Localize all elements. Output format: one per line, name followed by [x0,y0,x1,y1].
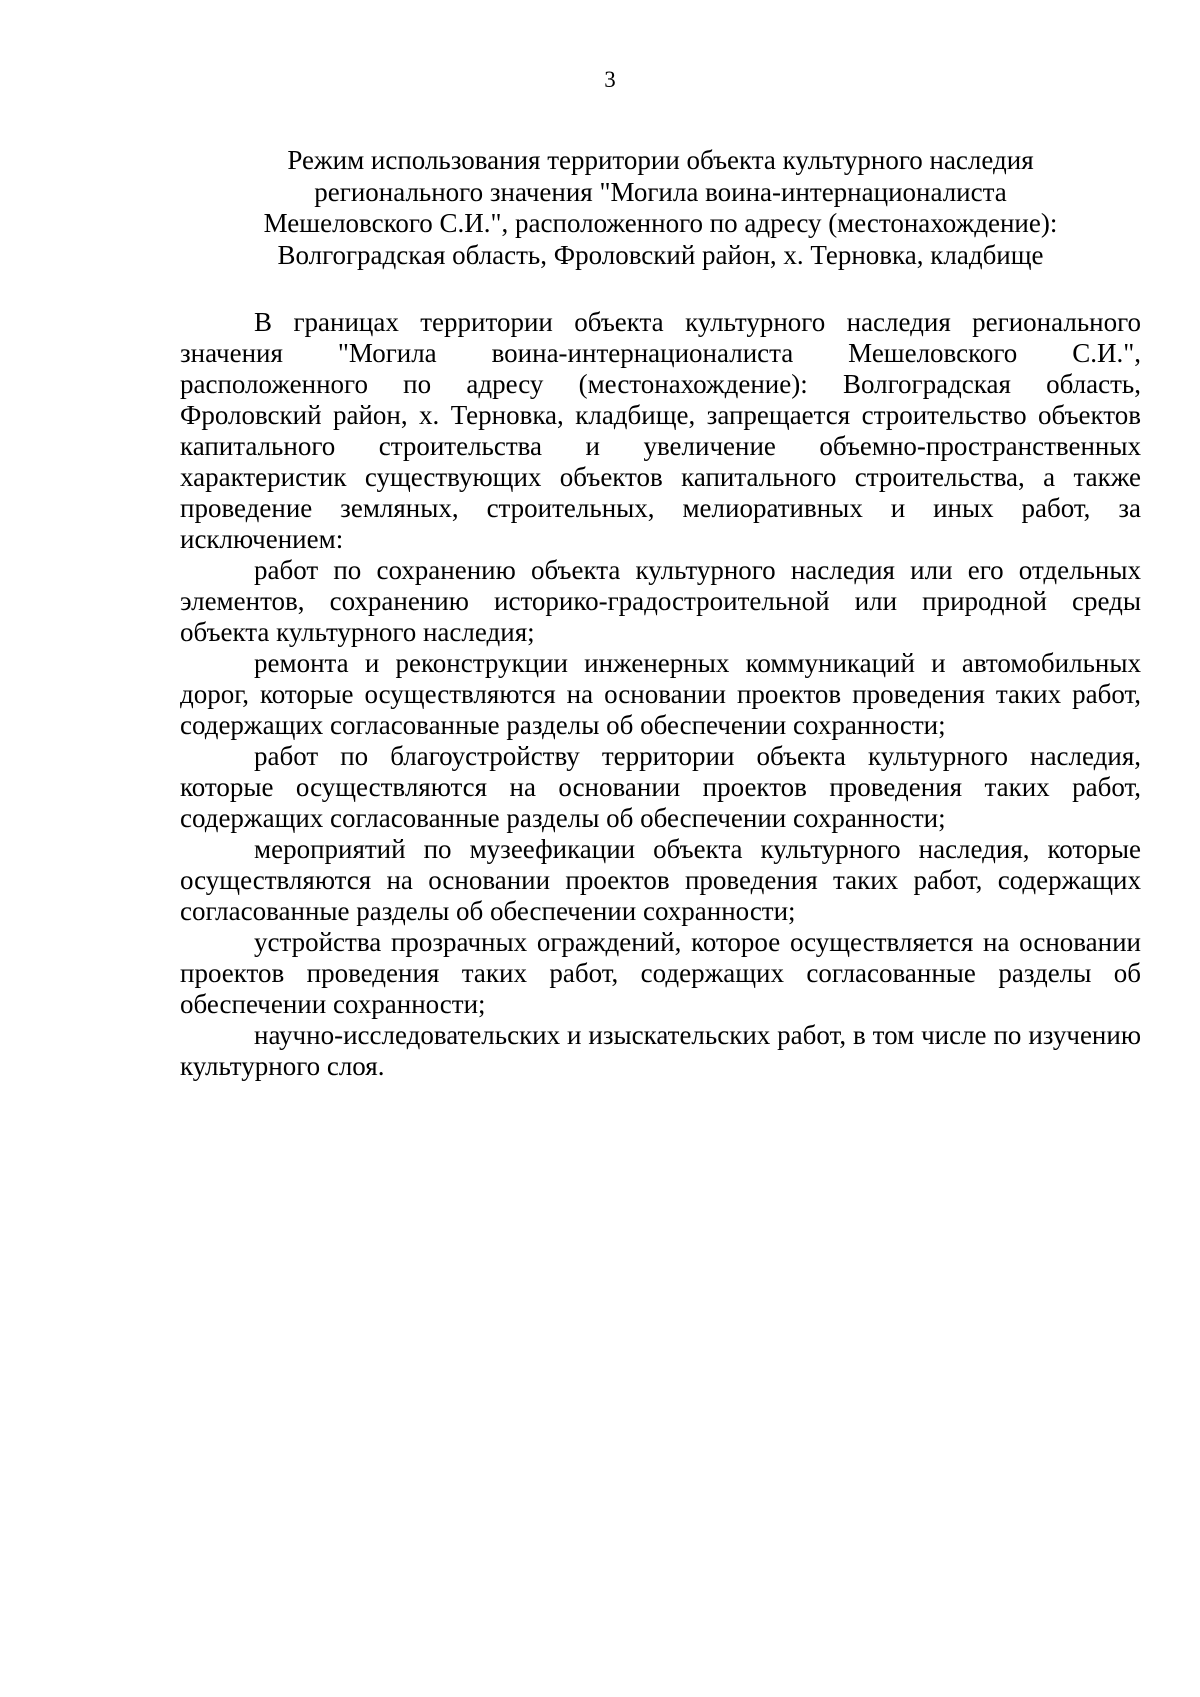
heading-line: Мешеловского С.И.", расположенного по адресу (местонахождение): [263,208,1058,238]
document-heading [180,145,1141,271]
exception-item: ремонта и реконструкции инженерных коммуникаций и автомобильных дорог, которые осуществляются на основании проектов проведения таких работ, содержащих согласованные разделы об обеспечении сохранности; [180,648,1141,740]
heading-line: Режим использования территории объекта культурного наследия [287,145,1034,175]
exception-item: мероприятий по музеефикации объекта культурного наследия, которые осуществляются на основании проектов проведения таких работ, содержащих согласованные разделы об обеспечении сохранности; [180,834,1141,926]
heading-line: регионального значения "Могила воина-интернационалиста [314,176,1007,207]
exception-item: работ по сохранению объекта культурного наследия или его отдельных элементов, сохранению историко-градостроительной или природной среды объекта культурного наследия; [180,555,1141,647]
heading-line: Волгоградская область, Фроловский район, х. Терновка, кладбище [277,239,1044,270]
document-body [180,307,1141,1082]
intro-paragraph: В границах территории объекта культурного наследия регионального значения "Могила воина-интернационалиста Мешеловского С.И.", расположенного по адресу (местонахождение): Волгоградская область, Фроловский район, х. Терновка, кладбище, запрещается строительство объектов капитального строительства и увеличение объемно-пространственных характеристик существующих объектов капитального строительства, а также проведение земляных, строительных, мелиоративных и иных работ, за исключением: [180,307,1141,554]
exception-item: работ по благоустройству территории объекта культурного наследия, которые осуществляются на основании проектов проведения таких работ, содержащих согласованные разделы об обеспечении сохранности; [180,741,1141,833]
page-number: 3 [604,67,616,92]
exception-item: научно-исследовательских и изыскательских работ, в том числе по изучению культурного слоя. [180,1020,1141,1081]
exception-item: устройства прозрачных ограждений, которое осуществляется на основании проектов проведения таких работ, содержащих согласованные разделы об обеспечении сохранности; [180,927,1141,1019]
